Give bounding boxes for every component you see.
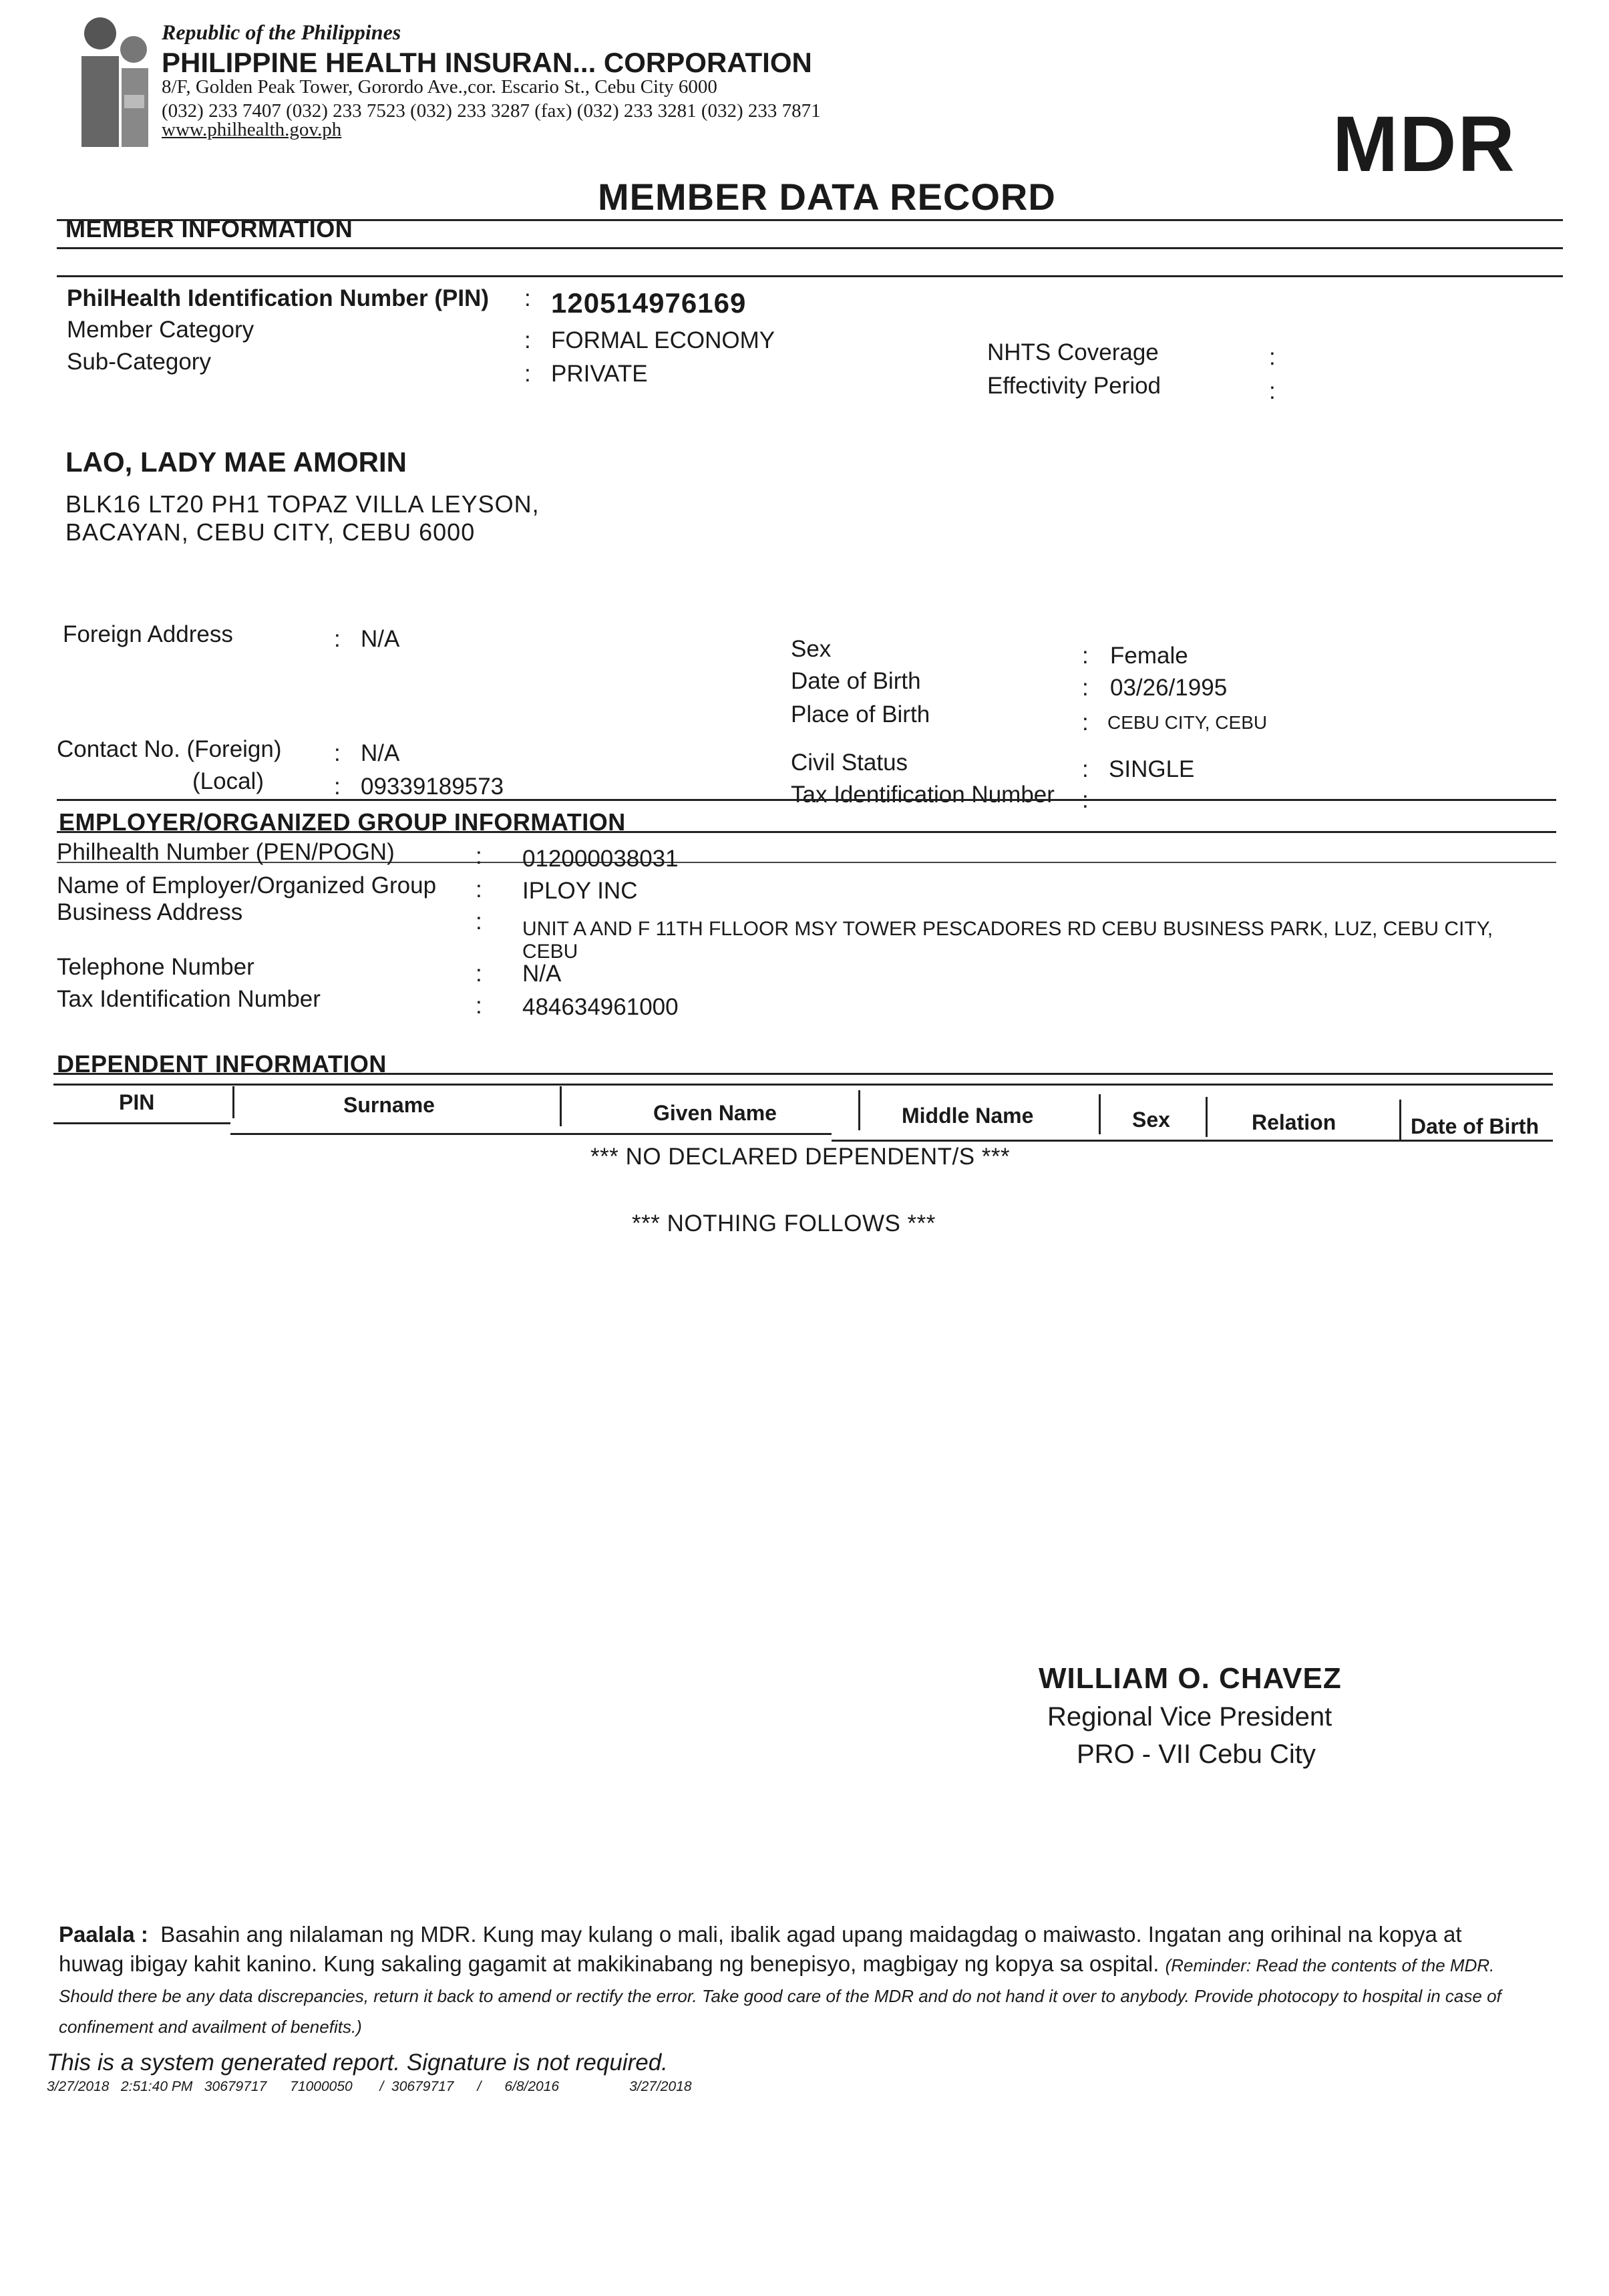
signatory-name: WILLIAM O. CHAVEZ	[1039, 1662, 1342, 1695]
divider	[57, 831, 1556, 833]
member-category-value: FORMAL ECONOMY	[551, 327, 775, 353]
business-address-line1: UNIT A AND F 11TH FLLOOR MSY TOWER PESCADORES RD CEBU BUSINESS PARK, LUZ, CEBU CITY,	[522, 918, 1493, 940]
column-separator	[232, 1086, 234, 1118]
member-address-line1: BLK16 LT20 PH1 TOPAZ VILLA LEYSON,	[65, 490, 540, 518]
dependent-section-title: DEPENDENT INFORMATION	[57, 1050, 387, 1078]
date-of-birth-label: Date of Birth	[791, 668, 921, 694]
employer-pen-value: 012000038031	[522, 846, 679, 872]
column-separator	[1399, 1100, 1401, 1140]
business-address-label: Business Address	[57, 899, 243, 925]
contact-foreign-value: N/A	[361, 740, 400, 766]
column-separator	[858, 1090, 860, 1130]
member-address-line2: BACAYAN, CEBU CITY, CEBU 6000	[65, 518, 476, 546]
colon: :	[1082, 709, 1089, 735]
column-separator	[560, 1086, 562, 1126]
employer-pen-label: Philhealth Number (PEN/POGN)	[57, 839, 395, 865]
column-header-relation: Relation	[1252, 1110, 1336, 1134]
divider	[53, 1084, 1553, 1086]
employer-phone-label: Telephone Number	[57, 954, 254, 980]
column-header-surname: Surname	[343, 1093, 435, 1117]
colon: :	[1082, 787, 1089, 813]
member-tin-label: Tax Identification Number	[791, 782, 1055, 808]
business-address-line2: CEBU	[522, 941, 578, 963]
nhts-coverage-label: NHTS Coverage	[987, 339, 1159, 365]
colon: :	[476, 909, 482, 935]
signatory-office: PRO - VII Cebu City	[1077, 1740, 1316, 1769]
divider	[57, 247, 1563, 249]
colon: :	[1082, 675, 1089, 701]
divider	[53, 1073, 1553, 1075]
form-code: MDR	[1332, 100, 1516, 188]
foreign-address-label: Foreign Address	[63, 621, 233, 647]
divider	[53, 1122, 230, 1124]
column-header-middle-name: Middle Name	[902, 1104, 1034, 1128]
colon: :	[1269, 378, 1276, 404]
colon: :	[476, 993, 482, 1019]
column-separator	[1206, 1097, 1208, 1137]
sex-label: Sex	[791, 636, 832, 662]
column-separator	[1099, 1094, 1101, 1134]
place-of-birth-value: CEBU CITY, CEBU	[1107, 712, 1268, 733]
colon: :	[334, 626, 341, 652]
employer-phone-value: N/A	[522, 961, 562, 987]
organization-phones: (032) 233 7407 (032) 233 7523 (032) 233 3287 (fax) (032) 233 3281 (032) 233 7871	[162, 100, 821, 122]
civil-status-label: Civil Status	[791, 750, 908, 776]
colon: :	[1082, 643, 1089, 669]
column-header-given-name: Given Name	[653, 1101, 777, 1125]
organization-address: 8/F, Golden Peak Tower, Gorordo Ave.,cor. Escario St., Cebu City 6000	[162, 76, 717, 98]
organization-website: www.philhealth.gov.ph	[162, 119, 342, 140]
divider	[57, 219, 1563, 221]
divider	[57, 275, 1563, 277]
colon: :	[334, 774, 341, 800]
contact-foreign-label: Contact No. (Foreign)	[57, 736, 282, 762]
colon: :	[524, 285, 531, 311]
reminder-label: Paalala :	[59, 1922, 148, 1947]
sub-category-label: Sub-Category	[67, 349, 211, 375]
member-category-label: Member Category	[67, 317, 254, 343]
no-dependents-note: *** NO DECLARED DEPENDENT/S ***	[590, 1144, 1011, 1170]
contact-local-label: (Local)	[192, 768, 264, 794]
pin-value: 120514976169	[551, 287, 747, 319]
colon: :	[524, 327, 531, 353]
employer-name-label: Name of Employer/Organized Group	[57, 872, 437, 898]
civil-status-value: SINGLE	[1109, 756, 1195, 782]
reminder-block	[59, 1920, 1508, 2041]
effectivity-period-label: Effectivity Period	[987, 373, 1161, 399]
colon: :	[476, 843, 482, 869]
colon: :	[476, 876, 482, 903]
footer-stamp: 3/27/2018 2:51:40 PM 30679717 71000050 / 30679717 / 6/8/2016 3/27/2018	[47, 2079, 692, 2094]
system-generated-note: This is a system generated report. Signature is not required.	[47, 2049, 668, 2076]
colon: :	[1082, 756, 1089, 782]
contact-local-value: 09339189573	[361, 774, 504, 800]
reminder-text: Basahin ang nilalaman ng MDR. Kung may kulang o mali, ibalik agad upang maidagdag o maiwasto. Ingatan ang orihinal na kopya at huwag ibigay kahit kanino. Kung sakaling gagamit at makikinabang ng benepisyo, magbigay ng kopya sa ospital.	[59, 1922, 1462, 1976]
column-header-sex: Sex	[1132, 1108, 1170, 1132]
member-section-title: MEMBER INFORMATION	[65, 215, 353, 242]
place-of-birth-label: Place of Birth	[791, 701, 930, 727]
colon: :	[476, 961, 482, 987]
colon: :	[1269, 344, 1276, 370]
divider	[832, 1140, 1553, 1142]
column-header-date-of-birth: Date of Birth	[1411, 1114, 1539, 1138]
reminder-english: (Reminder: Read the contents of the MDR. Should there be any data discrepancies, return it back to amend or rectify the error. Take good care of the MDR and do not hand it over to anybody. Provide photocopy to hospital in case of confinement and availment of benefits.)	[59, 1955, 1501, 2037]
republic-label: Republic of the Philippines	[162, 20, 401, 44]
signatory-title: Regional Vice President	[1047, 1702, 1332, 1732]
nothing-follows-note: *** NOTHING FOLLOWS ***	[632, 1210, 936, 1237]
column-header-pin: PIN	[119, 1090, 155, 1114]
sub-category-value: PRIVATE	[551, 361, 648, 387]
document-title: MEMBER DATA RECORD	[598, 176, 1056, 218]
divider	[230, 1133, 832, 1135]
foreign-address-value: N/A	[361, 626, 400, 652]
sex-value: Female	[1110, 643, 1188, 669]
pin-label: PhilHealth Identification Number (PIN)	[67, 285, 489, 311]
divider	[57, 799, 1556, 801]
employer-section-title: EMPLOYER/ORGANIZED GROUP INFORMATION	[59, 808, 626, 836]
colon: :	[524, 361, 531, 387]
date-of-birth-value: 03/26/1995	[1110, 675, 1228, 701]
colon: :	[334, 740, 341, 766]
employer-name-value: IPLOY INC	[522, 878, 638, 904]
employer-tin-label: Tax Identification Number	[57, 986, 321, 1012]
employer-tin-value: 484634961000	[522, 994, 679, 1020]
philhealth-logo-icon	[75, 15, 155, 148]
member-name: LAO, LADY MAE AMORIN	[65, 446, 407, 478]
organization-name: PHILIPPINE HEALTH INSURAN... CORPORATION	[162, 47, 812, 78]
